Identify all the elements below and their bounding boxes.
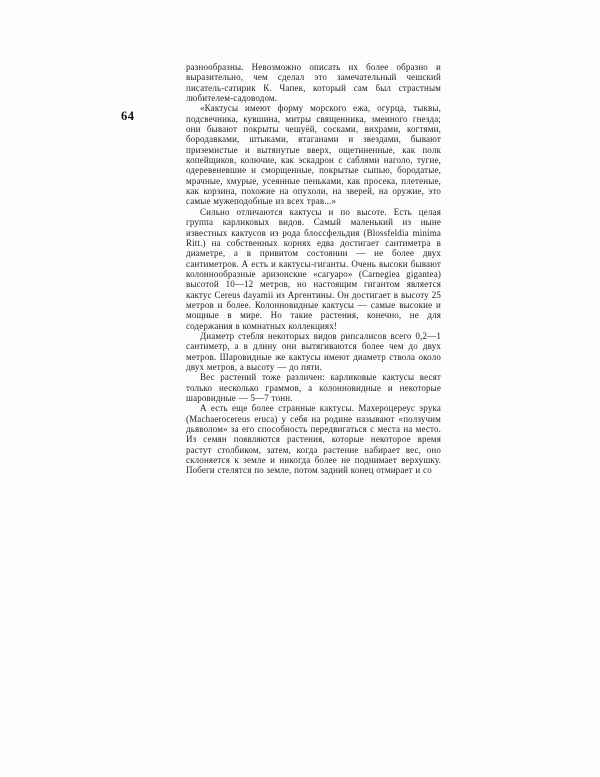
paragraph-quote-chapek: «Кактусы имеют форму морского ежа, огурца, тыквы, подсвечника, кувшина, митры священника, змеиного гнезда; они бывают покрыты чешуёй, сосками, вихрами, когтями, бородавками, штыками, ятаганами и звездами, бывают приземистые и вытянутые вверх, ощетиненные, как полк копейщиков, колючие, как эскадрон с саблями наголо, тугие, одеревеневшие и сморщенные, покрытые сыпью, бородатые, мрачные, хмурые, усеянные пеньками, как просека, плетеные, как корзина, похожие на опухоли, на зверей, на оружие, это самые мужеподобные из всех трав...» [186, 103, 441, 207]
page-number: 64 [121, 109, 135, 123]
paragraph-creeping-devil: А есть еще более странные кактусы. Махероцереус эрука (Machaerocereus eruca) у себя на родине называют «ползучим дьяволом» за его способность передвигаться с места на место. Из семян появляются растения, которые некоторое время растут столбиком, затем, когда растение набирает вес, оно склоняется к земле и никогда более не поднимает верхушку. Побеги стелятся по земле, потом задний конец отмирает и со [186, 403, 441, 476]
body-text-block [186, 62, 441, 476]
paragraph-stem-diameter: Диаметр стебля некоторых видов рипсалисов всего 0,2—1 сантиметр, а в длину они вытягиваются более чем до двух метров. Шаровидные же кактусы имеют диаметр ствола около двух метров, а высоту — до пяти. [186, 330, 441, 372]
paragraph-weight: Вес растений тоже различен: карликовые кактусы весят только несколько граммов, а колонновидные и некоторые шаровидные — 5—7 тонн. [186, 372, 441, 403]
paragraph-height-of-cacti: Сильно отличаются кактусы и по высоте. Есть целая группа карликовых видов. Самый маленький из ныне известных кактусов из рода блоссфельдия (Blossfeldia minima Ritt.) на собственных корнях едва достигает сантиметра в диаметре, а в привитом состоянии — не более двух сантиметров. А есть и кактусы-гиганты. Очень высоки бывают колоннообразные аризонские «сагуаро» (Carnegiea gigantea) высотой 10—12 метров, но настоящим гигантом является кактус Cereus dayamii из Аргентины. Он достигает в высоту 25 метров и более. Колонновидные кактусы — самые высокие и мощные в мире. Но такие растения, конечно, не для содержания в комнатных коллекциях! [186, 206, 441, 331]
paragraph-continuation: разнообразны. Невозможно описать их более образно и выразительно, чем сделал это замечательный чешский писатель-сатирик К. Чапек, который сам был страстным любителем-садоводом. [186, 62, 441, 104]
